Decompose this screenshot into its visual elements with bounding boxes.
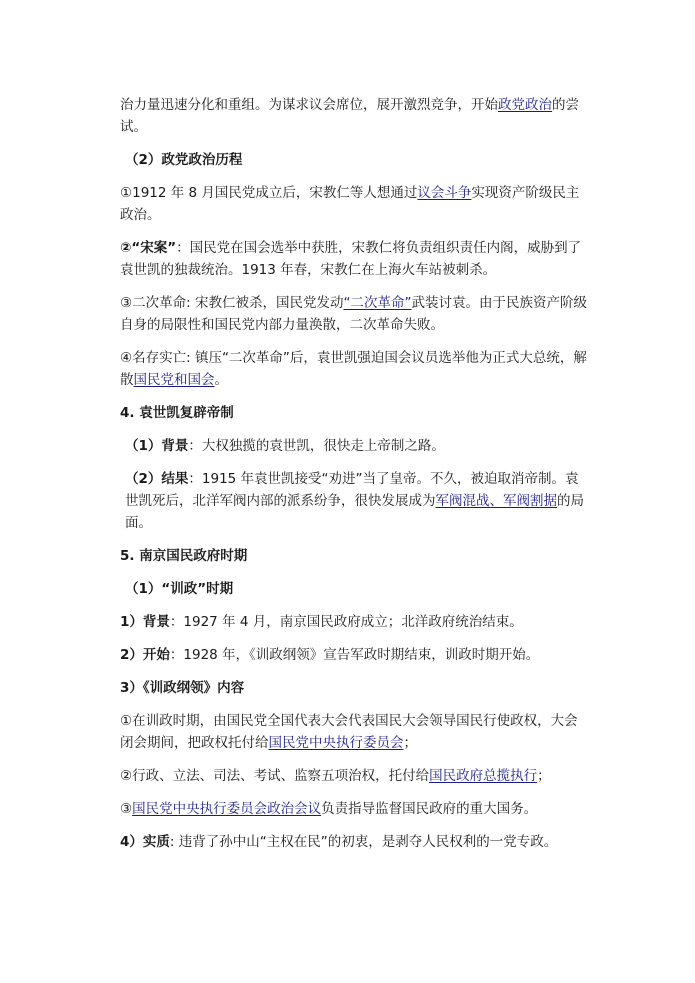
text-run: ：国民党在国会选举中获胜，宋教仁将负责组织责任内阁，威胁到了袁世凯的独裁统治。1913 年春，宋教仁在上海火车站被刺杀。 <box>120 240 582 278</box>
text-run: 武装讨袁。由于民族资产阶级自身的局限性和国民党内部力量涣散，二次革命失败。 <box>120 295 587 333</box>
bold-text: 4）实质 <box>120 834 170 850</box>
term-link[interactable]: 军阀混战、军阀割据 <box>435 493 557 509</box>
paragraph <box>120 677 590 699</box>
text-run: ②行政、立法、司法、考试、监察五项治权，托付给 <box>120 768 430 784</box>
text-run: 负责指导监督国民政府的重大国务。 <box>321 801 538 817</box>
text-run: 的尝试。 <box>120 97 579 135</box>
bold-text: （2）结果 <box>125 471 189 487</box>
text-run: ③二次革命: 宋教仁被杀，国民党发动 <box>120 295 344 311</box>
paragraph <box>120 798 590 820</box>
text-run: 的局面。 <box>125 493 584 531</box>
bold-text: ②“宋案” <box>120 240 177 256</box>
paragraph <box>120 710 590 754</box>
bold-text: 2）开始 <box>120 647 170 663</box>
paragraph <box>120 765 590 787</box>
paragraph <box>120 149 590 171</box>
paragraph <box>120 182 590 226</box>
text-run: ：1928 年，《训政纲领》宣告军政时期结束，训政时期开始。 <box>169 647 540 663</box>
text-run: ：大权独揽的袁世凯，很快走上帝制之路。 <box>188 438 445 454</box>
paragraph <box>120 292 590 336</box>
bold-text: （2）政党政治历程 <box>125 152 243 168</box>
term-link[interactable]: 国民党中央执行委员会 <box>268 735 404 751</box>
paragraph <box>120 435 590 457</box>
bold-text: 3）《训政纲领》内容 <box>120 680 245 696</box>
text-run: 治力量迅速分化和重组。为谋求议会席位，展开激烈竞争，开始 <box>120 97 498 113</box>
paragraph <box>120 347 590 391</box>
paragraph <box>120 545 590 567</box>
paragraph <box>120 611 590 633</box>
bold-text: 1）背景 <box>120 614 170 630</box>
text-run: ； <box>403 735 417 751</box>
paragraph <box>120 831 590 853</box>
text-run: ； <box>537 768 551 784</box>
term-link[interactable]: 国民党中央执行委员会政治会议 <box>132 801 322 817</box>
paragraph <box>120 402 590 424</box>
text-run: 实现资产阶级民主政治。 <box>120 185 580 223</box>
term-link[interactable]: “二次革命” <box>343 295 412 311</box>
term-link[interactable]: 国民政府总揽执行 <box>429 768 538 784</box>
paragraph <box>120 94 590 138</box>
text-run: ：1927 年 4 月，南京国民政府成立；北洋政府统治结束。 <box>169 614 523 630</box>
term-link[interactable]: 政党政治 <box>498 97 552 113</box>
text-run: ①在训政时期，由国民党全国代表大会代表国民大会领导国民行使政权，大会闭会期间，把政权托付给 <box>120 713 578 751</box>
text-run: ：1915 年袁世凯接受“劝进”当了皇帝。不久，被迫取消帝制。袁世凯死后，北洋军阀内部的派系纷争，很快发展成为 <box>125 471 579 509</box>
bold-text: （1）“训政”时期 <box>125 581 234 597</box>
paragraph <box>120 468 590 534</box>
bold-text: （1）背景 <box>125 438 189 454</box>
paragraph <box>120 644 590 666</box>
text-run: ①1912 年 8 月国民党成立后，宋教仁等人想通过 <box>120 185 418 201</box>
term-link[interactable]: 议会斗争 <box>417 185 472 201</box>
paragraph <box>120 578 590 600</box>
text-run: ③ <box>120 801 133 817</box>
term-link[interactable]: 国民党和国会 <box>133 372 215 388</box>
document-body <box>120 94 590 864</box>
bold-text: 4. 袁世凯复辟帝制 <box>120 405 234 421</box>
text-run: 。 <box>214 372 228 388</box>
text-run: : 违背了孙中山“主权在民”的初衷，是剥夺人民权利的一党专政。 <box>169 834 558 850</box>
text-run: ④名存实亡: 镇压“二次革命”后，袁世凯强迫国会议员选举他为正式大总统，解散 <box>120 350 587 388</box>
bold-text: 5. 南京国民政府时期 <box>120 548 248 564</box>
paragraph <box>120 237 590 281</box>
